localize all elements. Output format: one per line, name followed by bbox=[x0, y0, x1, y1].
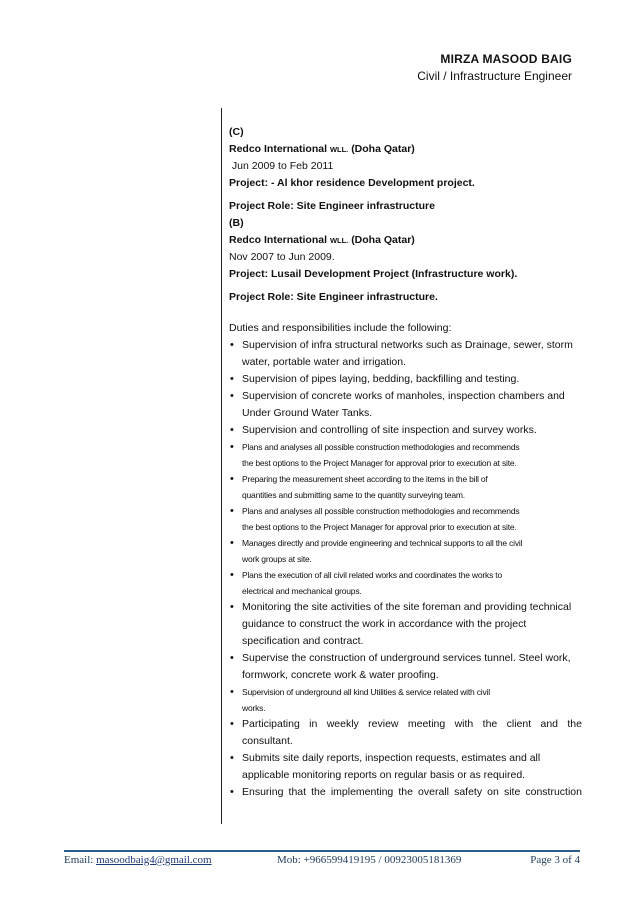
resume-header bbox=[417, 50, 572, 85]
job-project: Project: - Al khor residence Development project. bbox=[229, 177, 475, 189]
job-role: Project Role: Site Engineer infrastructure. bbox=[229, 291, 438, 303]
duty-item bbox=[229, 650, 582, 684]
duty-item bbox=[229, 716, 582, 750]
duty-item bbox=[229, 471, 582, 503]
duty-line: • Ensuring that the implementing the overall safety on site construction bbox=[242, 786, 582, 798]
duty-line: the best options to the Project Manager for approval prior to execution at site. bbox=[242, 458, 517, 468]
duty-item bbox=[229, 439, 582, 471]
duty-line: works. bbox=[242, 703, 266, 713]
candidate-title: Civil / Infrastructure Engineer bbox=[417, 69, 572, 83]
job-entry bbox=[229, 124, 582, 215]
company-name: Redco International bbox=[229, 143, 328, 155]
duty-line: Under Ground Water Tanks. bbox=[242, 407, 373, 419]
job-company bbox=[229, 141, 582, 158]
candidate-name: MIRZA MASOOD BAIG bbox=[440, 52, 572, 66]
duties-intro: Duties and responsibilities include the following: bbox=[229, 322, 452, 334]
job-dates: Jun 2009 to Feb 2011 bbox=[229, 160, 334, 172]
company-suffix: WLL. bbox=[329, 236, 349, 245]
duty-line: • Supervise the construction of underground services tunnel. Steel work, bbox=[242, 652, 571, 664]
duty-line: • Supervision of concrete works of manholes, inspection chambers and bbox=[242, 390, 565, 402]
job-entry bbox=[229, 215, 582, 306]
section-divider-line bbox=[221, 108, 222, 824]
duty-line: • Preparing the measurement sheet according to the items in the bill of bbox=[242, 474, 488, 484]
company-name: Redco International bbox=[229, 234, 328, 246]
duty-item bbox=[229, 388, 582, 422]
footer-rule bbox=[64, 850, 580, 852]
duty-line: water, portable water and irrigation. bbox=[242, 356, 407, 368]
duty-line: • Supervision of underground all kind Utilities & service related with civil bbox=[242, 687, 490, 697]
job-project: Project: Lusail Development Project (Infrastructure work). bbox=[229, 268, 518, 280]
email-label: Email: bbox=[64, 854, 94, 866]
duty-line: • Monitoring the site activities of the site foreman and providing technical bbox=[242, 601, 572, 613]
duty-line: formwork, concrete work & water proofing. bbox=[242, 669, 439, 681]
company-location: (Doha Qatar) bbox=[351, 143, 415, 155]
duty-line: quantities and submitting same to the quantity surveying team. bbox=[242, 490, 465, 500]
company-suffix: WLL. bbox=[329, 145, 349, 154]
duty-item bbox=[229, 684, 582, 716]
company-location: (Doha Qatar) bbox=[351, 234, 415, 246]
duty-line: applicable monitoring reports on regular basis or as required. bbox=[242, 769, 526, 781]
duty-line: • Plans and analyses all possible construction methodologies and recommends bbox=[242, 442, 520, 452]
job-role: Project Role: Site Engineer infrastructure bbox=[229, 200, 435, 212]
duty-line: • Plans the execution of all civil related works and coordinates the works to bbox=[242, 570, 502, 580]
job-company bbox=[229, 232, 582, 249]
duty-line: • Supervision of pipes laying, bedding, backfilling and testing. bbox=[242, 373, 520, 385]
duty-item bbox=[229, 371, 582, 388]
duty-line: • Submits site daily reports, inspection requests, estimates and all bbox=[242, 752, 541, 764]
duty-line: guidance to construct the work in accordance with the project bbox=[242, 618, 527, 630]
duty-line: work groups at site. bbox=[242, 554, 312, 564]
duty-line: • Participating in weekly review meeting with the client and the bbox=[242, 718, 582, 730]
duty-line: consultant. bbox=[242, 735, 293, 747]
footer-mobile: Mob: +966599419195 / 00923005181369 bbox=[277, 854, 462, 866]
job-label: (C) bbox=[229, 126, 244, 138]
duty-line: • Manages directly and provide engineering and technical supports to all the civil bbox=[242, 538, 523, 548]
duties-list bbox=[229, 337, 582, 801]
duty-line: • Supervision and controlling of site inspection and survey works. bbox=[242, 424, 537, 436]
job-label: (B) bbox=[229, 217, 244, 229]
experience-section bbox=[229, 124, 582, 801]
duty-item bbox=[229, 535, 582, 567]
duty-line: specification and contract. bbox=[242, 635, 364, 647]
duty-line: electrical and mechanical groups. bbox=[242, 586, 362, 596]
duty-item bbox=[229, 503, 582, 535]
duty-line: • Supervision of infra structural networks such as Drainage, sewer, storm bbox=[242, 339, 573, 351]
job-dates: Nov 2007 to Jun 2009. bbox=[229, 251, 335, 263]
duty-item bbox=[229, 422, 582, 439]
duty-item bbox=[229, 567, 582, 599]
duty-line: • Plans and analyses all possible construction methodologies and recommends bbox=[242, 506, 520, 516]
duty-item bbox=[229, 337, 582, 371]
duty-line: the best options to the Project Manager for approval prior to execution at site. bbox=[242, 522, 517, 532]
duty-item bbox=[229, 599, 582, 650]
duty-item bbox=[229, 784, 582, 801]
page-number: Page 3 of 4 bbox=[530, 854, 580, 866]
email-link[interactable]: masoodbaig4@gmail.com bbox=[96, 854, 212, 866]
duty-item bbox=[229, 750, 582, 784]
footer-email bbox=[64, 854, 212, 866]
